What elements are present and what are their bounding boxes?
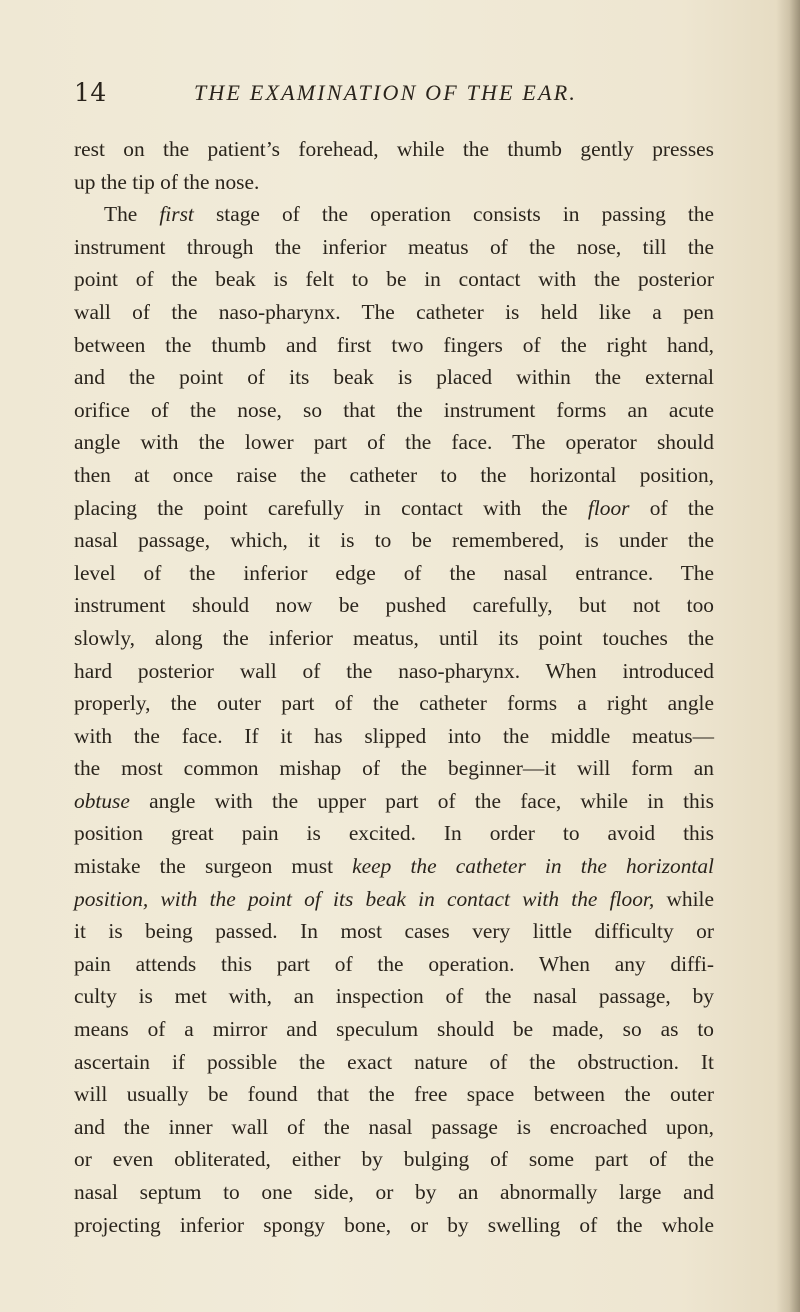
text-line bbox=[74, 1046, 714, 1079]
text-segment: or even obliterated, either by bulging of some part of the bbox=[74, 1147, 714, 1172]
text-line bbox=[74, 687, 714, 720]
text-line bbox=[74, 622, 714, 655]
text-segment: level of the inferior edge of the nasal entrance. The bbox=[74, 560, 714, 585]
text-line bbox=[74, 231, 714, 264]
text-line bbox=[74, 948, 714, 981]
text-segment: will usually be found that the free space between the outer bbox=[74, 1082, 714, 1107]
text-segment: mistake the surgeon must bbox=[74, 854, 353, 879]
text-segment: rest on the patient’s forehead, while the thumb gently presses bbox=[74, 137, 714, 161]
text-line bbox=[74, 361, 714, 394]
text-segment: orifice of the nose, so that the instrument forms an acute bbox=[74, 397, 714, 422]
text-segment: wall of the naso-pharynx. The catheter is held like a pen bbox=[74, 299, 714, 324]
text-line bbox=[74, 459, 714, 492]
italic-text: floor bbox=[587, 495, 630, 520]
text-segment: means of a mirror and speculum should be made, so as to bbox=[74, 1017, 714, 1042]
text-line bbox=[74, 883, 714, 916]
text-segment: The bbox=[104, 202, 160, 227]
text-segment: projecting inferior spongy bone, or by swelling of the whole bbox=[74, 1212, 714, 1237]
text-line bbox=[74, 426, 714, 459]
text-line bbox=[74, 394, 714, 427]
italic-text: obtuse bbox=[74, 788, 130, 813]
text-segment: properly, the outer part of the catheter forms a right angle bbox=[74, 691, 714, 716]
text-line bbox=[74, 492, 714, 525]
text-segment: up the tip of the nose. bbox=[74, 169, 260, 194]
page-number: 14 bbox=[74, 78, 107, 107]
text-segment: it is being passed. In most cases very little difficulty or bbox=[74, 919, 714, 944]
text-line bbox=[74, 785, 714, 818]
text-line bbox=[74, 524, 714, 557]
italic-text: keep the catheter in the horizontal bbox=[352, 854, 714, 879]
text-line bbox=[74, 557, 714, 590]
text-segment: instrument should now be pushed carefully, but not too bbox=[74, 593, 714, 618]
text-segment: hard posterior wall of the naso-pharynx. When introduced bbox=[74, 658, 714, 683]
italic-text: first bbox=[159, 202, 194, 227]
text-line bbox=[74, 980, 714, 1013]
text-line bbox=[74, 198, 714, 231]
text-line bbox=[74, 817, 714, 850]
text-line bbox=[74, 329, 714, 362]
text-segment: placing the point carefully in contact with the bbox=[74, 495, 588, 520]
text-line bbox=[74, 589, 714, 622]
text-line bbox=[74, 1111, 714, 1144]
text-segment: angle with the upper part of the face, while in this bbox=[129, 788, 714, 813]
text-line bbox=[74, 263, 714, 296]
text-segment: ascertain if possible the exact nature of the obstruction. It bbox=[74, 1049, 714, 1074]
text-segment: and the point of its beak is placed within the external bbox=[74, 365, 714, 390]
text-line bbox=[74, 655, 714, 688]
running-title: THE EXAMINATION OF THE EAR. bbox=[194, 80, 578, 105]
text-line bbox=[74, 1176, 714, 1209]
page-edge-shadow bbox=[776, 0, 800, 1312]
text-line bbox=[74, 296, 714, 329]
text-segment: with the face. If it has slipped into the middle meatus— bbox=[74, 723, 714, 748]
text-segment: between the thumb and first two fingers of the right hand, bbox=[74, 332, 714, 357]
text-line bbox=[74, 720, 714, 753]
text-segment: pain attends this part of the operation. When any diffi- bbox=[74, 951, 714, 976]
text-segment: and the inner wall of the nasal passage is encroached upon, bbox=[74, 1114, 714, 1139]
text-line bbox=[74, 1078, 714, 1111]
text-segment: angle with the lower part of the face. The operator should bbox=[74, 430, 714, 455]
text-line bbox=[74, 1143, 714, 1176]
text-line bbox=[74, 915, 714, 948]
body-text bbox=[74, 133, 714, 1241]
text-segment: point of the beak is felt to be in contact with the posterior bbox=[74, 267, 714, 292]
text-segment: stage of the operation consists in passing the bbox=[193, 202, 714, 227]
text-segment: then at once raise the catheter to the horizontal position, bbox=[74, 462, 714, 487]
text-line bbox=[74, 133, 714, 166]
text-line bbox=[74, 166, 714, 199]
text-line bbox=[74, 752, 714, 785]
text-segment: of the bbox=[629, 495, 714, 520]
text-line bbox=[74, 1013, 714, 1046]
text-segment: while bbox=[654, 886, 714, 911]
text-segment: culty is met with, an inspection of the nasal passage, by bbox=[74, 984, 714, 1009]
text-segment: nasal passage, which, it is to be remembered, is under the bbox=[74, 528, 714, 553]
text-line bbox=[74, 1209, 714, 1242]
italic-text: position, with the point of its beak in contact with the floor, bbox=[74, 886, 655, 911]
text-line bbox=[74, 850, 714, 883]
text-segment: position great pain is excited. In order to avoid this bbox=[74, 821, 714, 846]
running-header bbox=[74, 78, 734, 118]
text-segment: the most common mishap of the beginner—it will form an bbox=[74, 756, 714, 781]
text-segment: slowly, along the inferior meatus, until its point touches the bbox=[74, 625, 714, 650]
text-segment: nasal septum to one side, or by an abnormally large and bbox=[74, 1180, 714, 1204]
text-segment: instrument through the inferior meatus of the nose, till the bbox=[74, 234, 714, 259]
